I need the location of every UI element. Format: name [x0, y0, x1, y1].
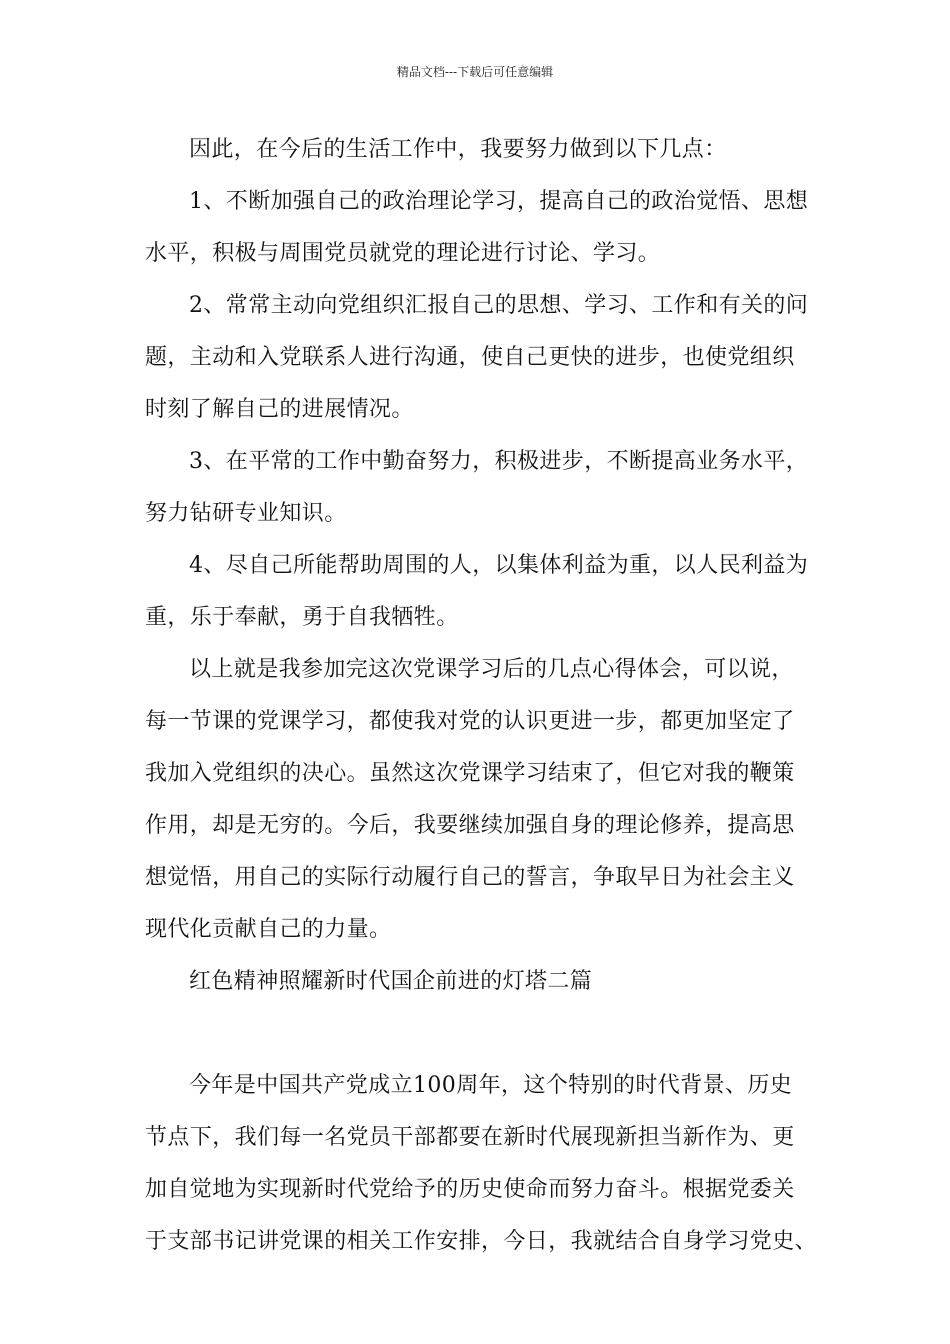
text-line: 现代化贡献自己的力量。 — [145, 917, 392, 942]
paragraph-point-3 — [145, 440, 825, 544]
text-line: 重，乐于奉献，勇于自我牺牲。 — [145, 605, 459, 630]
text-line: 于支部书记讲党课的相关工作安排，今日，我就结合自身学习党史、 — [145, 1229, 818, 1254]
text-line: 今年是中国共产党成立100周年，这个特别的时代背景、历史 — [189, 1073, 793, 1098]
paragraph-intro — [145, 128, 825, 180]
text-line: 节点下，我们每一名党员干部都要在新时代展现新担当新作为、更 — [145, 1125, 795, 1150]
text-line: 每一节课的党课学习，都使我对党的认识更进一步，都更加坚定了 — [145, 709, 795, 734]
paragraph-new-section — [145, 1064, 825, 1272]
paragraph-point-2 — [145, 284, 825, 440]
text-line: 水平，积极与周围党员就党的理论进行讨论、学习。 — [145, 241, 661, 266]
page-header: 精品文档---下载后可任意编辑 — [396, 65, 554, 79]
text-line: 想觉悟，用自己的实际行动履行自己的誓言，争取早日为社会主义 — [145, 865, 795, 890]
blank-line — [145, 1012, 825, 1064]
text-line: 作用，却是无穷的。今后，我要继续加强自身的理论修养，提高思 — [145, 813, 795, 838]
text-line: 3、在平常的工作中勤奋努力，积极进步，不断提高业务水平， — [189, 449, 809, 474]
paragraph-point-1 — [145, 180, 825, 284]
text-line: 以上就是我参加完这次党课学习后的几点心得体会，可以说， — [189, 657, 794, 682]
text-line: 2、常常主动向党组织汇报自己的思想、学习、工作和有关的问 — [189, 293, 809, 318]
text-line: 题，主动和入党联系人进行沟通，使自己更快的进步，也使党组织 — [145, 345, 795, 370]
text-line: 时刻了解自己的进展情况。 — [145, 397, 414, 422]
text-line: 努力钻研专业知识。 — [145, 501, 347, 526]
text-line: 加自觉地为实现新时代党给予的历史使命而努力奋斗。根据党委关 — [145, 1177, 795, 1202]
text-line: 4、尽自己所能帮助周围的人，以集体利益为重，以人民利益为 — [189, 553, 809, 578]
paragraph-point-4 — [145, 544, 825, 648]
section-title — [145, 960, 825, 1012]
text-line: 我加入党组织的决心。虽然这次党课学习结束了，但它对我的鞭策 — [145, 761, 795, 786]
text-line: 因此，在今后的生活工作中，我要努力做到以下几点： — [189, 137, 727, 162]
document-body — [145, 128, 825, 1272]
text-line: 1、不断加强自己的政治理论学习，提高自己的政治觉悟、思想 — [189, 189, 809, 214]
section-heading: 红色精神照耀新时代国企前进的灯塔二篇 — [189, 969, 593, 994]
paragraph-summary — [145, 648, 825, 960]
